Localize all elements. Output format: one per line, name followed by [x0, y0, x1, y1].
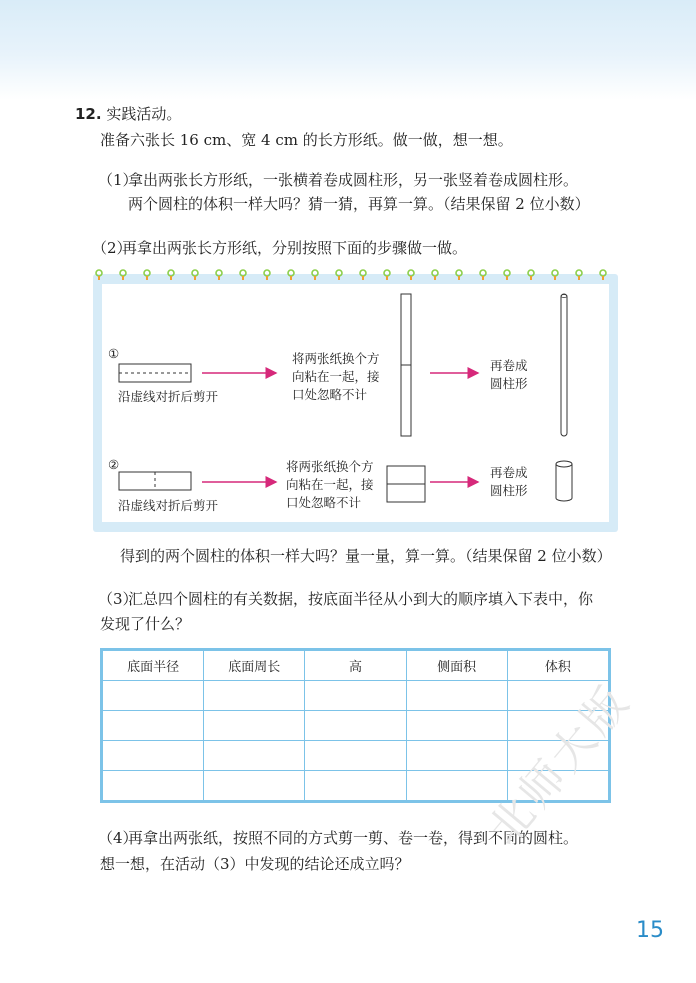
table-row — [103, 681, 609, 711]
step1-instruction-3: 口处忽略不计 — [292, 387, 368, 402]
part3-line1: 汇总四个圆柱的有关数据，按底面半径从小到大的顺序填入下表中，你 — [128, 590, 594, 608]
part3-label: （3） — [98, 590, 138, 608]
step1-roll-2: 圆柱形 — [490, 376, 528, 391]
step2-roll-1: 再卷成 — [490, 465, 528, 480]
col-header-circumference: 底面周长 — [204, 651, 305, 681]
part1-label: （1） — [98, 171, 138, 189]
step2-cylinder — [556, 461, 572, 501]
problem-intro: 准备六张长 16 cm、宽 4 cm 的长方形纸。做一做，想一想。 — [100, 131, 513, 149]
part4-label: （4） — [98, 829, 138, 847]
table-header-row — [103, 651, 609, 681]
table-cell[interactable] — [305, 711, 406, 741]
part1-line2: 两个圆柱的体积一样大吗？猜一猜，再算一算。（结果保留 2 位小数） — [128, 195, 590, 213]
part2-question: 得到的两个圆柱的体积一样大吗？量一量，算一算。（结果保留 2 位小数） — [120, 547, 612, 565]
step1-cylinder — [561, 294, 567, 436]
step1-instruction-1: 将两张纸换个方 — [292, 351, 380, 366]
table-cell[interactable] — [204, 711, 305, 741]
part4-line1: 再拿出两张纸，按照不同的方式剪一剪、卷一卷，得到不同的圆柱。 — [128, 829, 579, 847]
publisher-watermark: 北师大版 — [478, 674, 641, 855]
step1-marker: ① — [108, 346, 120, 361]
table-cell[interactable] — [204, 741, 305, 771]
table-cell[interactable] — [204, 771, 305, 801]
step1-roll-1: 再卷成 — [490, 358, 528, 373]
step2-instruction-1: 将两张纸换个方 — [286, 459, 374, 474]
step1-instruction-2: 向粘在一起，接 — [292, 369, 380, 384]
table-cell[interactable] — [204, 681, 305, 711]
table-cell[interactable] — [103, 711, 204, 741]
table-cell[interactable] — [406, 741, 507, 771]
part3-line2: 发现了什么？ — [100, 615, 191, 633]
col-header-radius: 底面半径 — [103, 651, 204, 681]
problem-title: 实践活动。 — [106, 105, 182, 123]
part2-label: （2） — [92, 239, 132, 257]
table-row — [103, 711, 609, 741]
table-cell[interactable] — [103, 741, 204, 771]
step2-instruction-3: 口处忽略不计 — [286, 495, 362, 510]
page-number: 15 — [636, 918, 664, 943]
table-cell[interactable] — [305, 741, 406, 771]
table-cell[interactable] — [406, 711, 507, 741]
step2-instruction-2: 向粘在一起，接 — [286, 477, 374, 492]
problem-number: 12. — [75, 105, 102, 123]
table-cell[interactable] — [406, 681, 507, 711]
step2-marker: ② — [108, 457, 120, 472]
step2-caption: 沿虚线对折后剪开 — [118, 498, 219, 513]
col-header-height: 高 — [305, 651, 406, 681]
col-header-volume: 体积 — [507, 651, 608, 681]
part2-text: 再拿出两张长方形纸，分别按照下面的步骤做一做。 — [122, 239, 468, 257]
part1-line1: 拿出两张长方形纸，一张横着卷成圆柱形，另一张竖着卷成圆柱形。 — [128, 171, 579, 189]
col-header-lateral-area: 侧面积 — [406, 651, 507, 681]
table-cell[interactable] — [305, 681, 406, 711]
table-cell[interactable] — [103, 681, 204, 711]
part4-line2: 想一想，在活动（3）中发现的结论还成立吗？ — [100, 855, 410, 873]
table-cell[interactable] — [103, 771, 204, 801]
step1-caption: 沿虚线对折后剪开 — [118, 389, 219, 404]
table-cell[interactable] — [305, 771, 406, 801]
step2-roll-2: 圆柱形 — [490, 483, 528, 498]
